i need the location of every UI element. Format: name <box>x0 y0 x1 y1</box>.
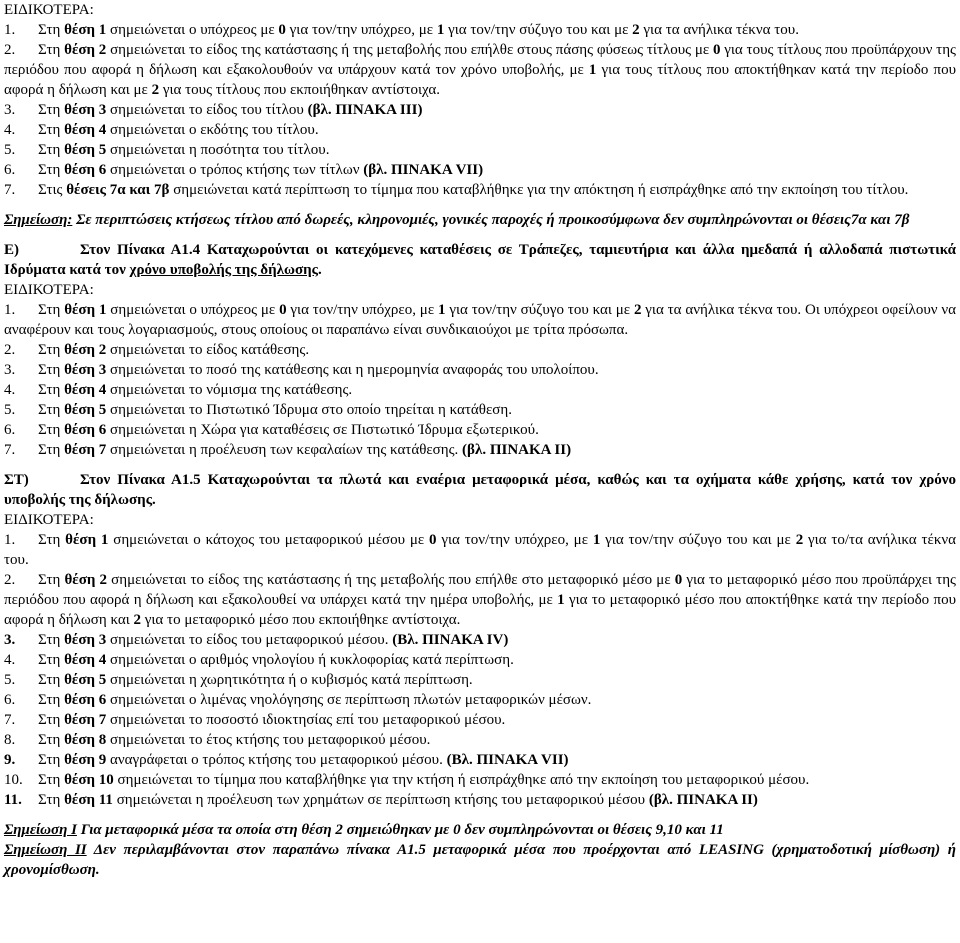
list-item <box>4 420 956 440</box>
list-item <box>4 690 956 710</box>
item-position: θέση 3 <box>64 102 107 118</box>
item-position: θέση 6 <box>64 692 107 708</box>
item-text: σημειώνεται το είδος της κατάστασης ή της μεταβολής που επήλθε στο μεταφορικό μέσο με <box>107 572 675 588</box>
list-item <box>4 140 956 160</box>
note-key: Σημείωση: <box>4 212 73 228</box>
item-position: θέση 3 <box>64 362 107 378</box>
item-text: σημειώνεται το είδος της κατάστασης ή της μεταβολής που επήλθε στους πάσης φύσεως τίτλους με <box>106 42 713 58</box>
item-text: σημειώνεται ο υπόχρεος με <box>106 22 279 38</box>
item-text: σημειώνεται το είδος του μεταφορικού μέσου. <box>106 632 393 648</box>
item-number: 6. <box>4 162 16 178</box>
item-text: σημειώνεται ο λιμένας νηολόγησης σε περίπτωση πλωτών μεταφορικών μέσων. <box>106 692 592 708</box>
item-emphasis: 1 <box>436 22 445 38</box>
block2-list <box>4 300 956 460</box>
item-number: 7. <box>4 712 16 728</box>
item-position: θέση 1 <box>65 532 109 548</box>
item-text: σημειώνεται το είδος κατάθεσης. <box>106 342 310 358</box>
item-number: 2. <box>4 342 16 358</box>
item-position: θέση 2 <box>64 42 107 58</box>
item-text: Στη <box>38 712 65 728</box>
section-e-text-underlined: χρόνο υποβολής της δήλωσης <box>129 262 318 278</box>
item-number: 10. <box>4 772 23 788</box>
item-position: θέση 2 <box>64 572 108 588</box>
item-text: για τους τίτλους που προϋπάρχουν της περιόδου που αφορά η δήλωση και εξακολουθούν να υπάρχουν κατά τον χρόνο υποβολής, με <box>4 42 956 78</box>
item-text: για τους τίτλους που αποκτήθηκαν κατά την περίοδο που αφορά η δήλωση και με <box>4 62 956 98</box>
block1-list <box>4 20 956 200</box>
item-number: 1. <box>4 302 16 318</box>
section-st-title <box>4 470 956 510</box>
list-item <box>4 300 956 340</box>
item-text: σημειώνεται το τίμημα που καταβλήθηκε για την κτήση ή εισπράχθηκε από την εκποίηση του μεταφορικού μέσου. <box>113 772 810 788</box>
list-item <box>4 570 956 630</box>
item-text: για τον/την σύζυγο του και με <box>445 302 634 318</box>
item-text: σημειώνεται η προέλευση των κεφαλαίων της κατάθεσης. <box>106 442 463 458</box>
item-text: σημειώνεται η προέλευση των χρημάτων σε περίπτωση κτήσης του μεταφορικού μέσου <box>112 792 649 808</box>
item-position: θέση 5 <box>64 142 107 158</box>
item-text: σημειώνεται το ποσοστό ιδιοκτησίας επί του μεταφορικού μέσου. <box>106 712 506 728</box>
item-position: θέση 8 <box>64 732 107 748</box>
item-text: Στη <box>38 792 65 808</box>
item-text: Στη <box>38 442 65 458</box>
item-position: θέση 1 <box>64 22 107 38</box>
item-text: σημειώνεται η ποσότητα του τίτλου. <box>106 142 330 158</box>
item-position: θέσεις 7α και 7β <box>66 182 170 198</box>
item-text: Στη <box>38 572 65 588</box>
item-text: σημειώνεται κατά περίπτωση το τίμημα που καταβλήθηκε για την απόκτηση ή εισπράχθηκε από την εκποίηση του τίτλου. <box>169 182 909 198</box>
item-position: θέση 2 <box>64 342 107 358</box>
item-text: Στη <box>38 382 65 398</box>
item-number: 1. <box>4 532 16 548</box>
list-item <box>4 120 956 140</box>
item-text: για τους τίτλους που εκποιήθηκαν αντίστοιχα. <box>159 82 440 98</box>
item-emphasis: 0 <box>674 572 683 588</box>
item-text: Στη <box>38 732 65 748</box>
item-text: για τον/την υπόχρεο, με <box>286 302 438 318</box>
block3-list <box>4 530 956 810</box>
item-text: Στη <box>38 142 65 158</box>
list-item <box>4 670 956 690</box>
item-position: θέση 1 <box>64 302 107 318</box>
item-text: σημειώνεται η Χώρα για καταθέσεις σε Πιστωτικό Ίδρυμα εξωτερικού. <box>106 422 539 438</box>
item-emphasis: 2 <box>633 302 642 318</box>
item-number: 11. <box>4 792 22 808</box>
list-item <box>4 160 956 180</box>
list-item <box>4 710 956 730</box>
item-text: Στη <box>38 362 65 378</box>
item-text: σημειώνεται ο υπόχρεος με <box>106 302 280 318</box>
item-emphasis: 2 <box>133 612 142 628</box>
list-item <box>4 40 956 100</box>
item-number: 8. <box>4 732 16 748</box>
list-item <box>4 440 956 460</box>
item-text: Στη <box>38 672 65 688</box>
item-text: για τα ανήλικα τέκνα του. Οι υπόχρεοι οφείλουν να αναφέρουν και τους λογαριασμούς, στους οποίους οι παραπάνω είναι συνδικαιούχοι με τρίτα πρόσωπα. <box>4 302 957 338</box>
item-text: Στη <box>38 772 65 788</box>
list-item <box>4 380 956 400</box>
list-item <box>4 650 956 670</box>
item-emphasis: 1 <box>557 592 565 608</box>
item-text: για τον/την σύζυγο του και με <box>444 22 633 38</box>
item-position: θέση 7 <box>64 712 107 728</box>
section-e-text: Στον Πίνακα Α1.4 Καταχωρούνται οι κατεχόμενες καταθέσεις σε Τράπεζες, ταμιευτήρια και άλλα ημεδαπά ή αλλοδαπά πιστωτικά Ιδρύματα κατά τον <box>4 242 956 278</box>
item-number: 7. <box>4 442 16 458</box>
list-item <box>4 730 956 750</box>
item-text: σημειώνεται το ποσό της κατάθεσης και η ημερομηνία αναφοράς του υπολοίπου. <box>106 362 599 378</box>
item-text: σημειώνεται ο εκδότης του τίτλου. <box>106 122 319 138</box>
item-emphasis: 1 <box>437 302 446 318</box>
item-emphasis: 0 <box>429 532 437 548</box>
item-text: σημειώνεται το έτος κτήσης του μεταφορικού μέσου. <box>106 732 431 748</box>
list-item <box>4 400 956 420</box>
item-position: θέση 4 <box>64 122 107 138</box>
list-item <box>4 180 956 200</box>
item-text: Στη <box>38 122 65 138</box>
item-text: σημειώνεται το νόμισμα της κατάθεσης. <box>106 382 353 398</box>
item-emphasis: 2 <box>151 82 160 98</box>
item-text: για το μεταφορικό μέσο που προϋπάρχει της περιόδου που αφορά η δήλωση και εξακολουθεί να υπάρχει κατά την ημέρα υποβολής, με <box>4 572 956 608</box>
list-item <box>4 100 956 120</box>
item-position: θέση 9 <box>64 752 107 768</box>
item-number: 9. <box>4 752 16 768</box>
section-header: ΕΙΔΙΚΟΤΕΡΑ: <box>4 282 94 298</box>
item-text: Στη <box>38 632 65 648</box>
item-number: 6. <box>4 422 16 438</box>
item-text: σημειώνεται ο κάτοχος του μεταφορικού μέσου με <box>108 532 430 548</box>
item-emphasis: (βλ. ΠΙΝΑΚΑ ΙΙ) <box>462 442 572 458</box>
note-2-key: Σημείωση ΙΙ <box>4 842 87 858</box>
section-header: ΕΙΔΙΚΟΤΕΡΑ: <box>4 2 94 18</box>
item-text: Στη <box>38 692 65 708</box>
item-position: θέση 6 <box>64 422 107 438</box>
item-number: 3. <box>4 632 16 648</box>
item-number: 5. <box>4 672 16 688</box>
item-text: σημειώνεται ο αριθμός νηολογίου ή κυκλοφορίας κατά περίπτωση. <box>106 652 514 668</box>
item-position: θέση 10 <box>64 772 114 788</box>
list-item <box>4 770 956 790</box>
item-emphasis: 1 <box>588 62 597 78</box>
item-text: σημειώνεται το είδος του τίτλου <box>106 102 308 118</box>
item-number: 3. <box>4 102 16 118</box>
section-e-title <box>4 240 956 280</box>
item-text: σημειώνεται η χωρητικότητα ή ο κυβισμός κατά περίπτωση. <box>106 672 473 688</box>
list-item <box>4 750 956 770</box>
item-number: 2. <box>4 42 16 58</box>
note-2-paragraph <box>4 840 956 880</box>
item-position: θέση 11 <box>64 792 113 808</box>
section-e-text-end: . <box>317 262 322 278</box>
item-position: θέση 6 <box>64 162 107 178</box>
item-number: 7. <box>4 182 16 198</box>
item-text: Στη <box>38 422 65 438</box>
item-text: Στη <box>38 22 65 38</box>
note-paragraph <box>4 210 956 230</box>
item-text: σημειώνεται το Πιστωτικό Ίδρυμα στο οποίο τηρείται η κατάθεση. <box>106 402 512 418</box>
item-number: 4. <box>4 122 16 138</box>
item-position: θέση 5 <box>64 672 107 688</box>
list-item <box>4 530 956 570</box>
list-item <box>4 360 956 380</box>
section-st-text: Στον Πίνακα Α1.5 Καταχωρούνται τα πλωτά και εναέρια μεταφορικά μέσα, καθώς και τα οχήματα κάθε χρήσης, κατά τον χρόνο υποβολής της δήλωσης. <box>4 472 956 508</box>
item-text: Στη <box>38 532 66 548</box>
item-position: θέση 4 <box>64 382 107 398</box>
section-e-label: Ε) <box>4 242 19 258</box>
item-text: για το/τα ανήλικα τέκνα του. <box>4 532 957 568</box>
item-position: θέση 5 <box>64 402 107 418</box>
section-header: ΕΙΔΙΚΟΤΕΡΑ: <box>4 512 94 528</box>
item-emphasis: (βλ. ΠΙΝΑΚΑ ΙΙΙ) <box>307 102 423 118</box>
item-text: Στη <box>38 102 65 118</box>
item-number: 1. <box>4 22 16 38</box>
item-text: αναγράφεται ο τρόπος κτήσης του μεταφορικού μέσου. <box>106 752 447 768</box>
item-emphasis: 0 <box>278 22 286 38</box>
item-position: θέση 4 <box>64 652 107 668</box>
item-text: Στη <box>38 402 65 418</box>
list-item <box>4 20 956 40</box>
item-text: Στη <box>38 302 65 318</box>
item-emphasis: 2 <box>795 532 804 548</box>
item-number: 3. <box>4 362 16 378</box>
item-text: σημειώνεται ο τρόπος κτήσης των τίτλων <box>106 162 364 178</box>
item-emphasis: 2 <box>632 22 640 38</box>
item-text: για τον/την σύζυγο του και με <box>600 532 796 548</box>
item-emphasis: (βλ. ΠΙΝΑΚΑ VII) <box>363 162 484 178</box>
item-text: για τον/την υπόχρεο, με <box>436 532 593 548</box>
list-item <box>4 340 956 360</box>
item-text: Στη <box>38 652 65 668</box>
item-position: θέση 7 <box>64 442 107 458</box>
item-number: 4. <box>4 652 16 668</box>
item-text: για τα ανήλικα τέκνα του. <box>639 22 799 38</box>
note-text: Σε περιπτώσεις κτήσεως τίτλου από δωρεές, κληρονομιές, γονικές παροχές ή προικοσύμφωνα δεν συμπληρώνονται οι θέσεις7α και 7β <box>72 212 910 228</box>
item-text: Στη <box>38 42 65 58</box>
item-emphasis: (βλ. ΠΙΝΑΚΑ ΙΙ) <box>648 792 758 808</box>
item-position: θέση 3 <box>64 632 107 648</box>
note-1-text: Για μεταφορικά μέσα τα οποία στη θέση 2 σημειώθηκαν με 0 δεν συμπληρώνονται οι θέσεις 9,10 και 11 <box>76 822 724 838</box>
item-text: Στη <box>38 342 65 358</box>
item-text: Στη <box>38 752 65 768</box>
note-1-key: Σημείωση Ι <box>4 822 77 838</box>
note-1-paragraph <box>4 820 956 840</box>
item-number: 4. <box>4 382 16 398</box>
item-text: για τον/την υπόχρεο, με <box>285 22 437 38</box>
section-st-label: ΣΤ) <box>4 472 29 488</box>
list-item <box>4 630 956 650</box>
item-text: για το μεταφορικό μέσο που αποκτήθηκε κατά την περίοδο που αφορά η δήλωση και <box>4 592 956 628</box>
item-text: Στη <box>38 162 65 178</box>
item-emphasis: (Βλ. ΠΙΝΑΚΑ VII) <box>446 752 569 768</box>
item-number: 2. <box>4 572 16 588</box>
item-emphasis: 0 <box>713 42 721 58</box>
item-number: 5. <box>4 402 16 418</box>
item-emphasis: 1 <box>592 532 601 548</box>
item-text: Στις <box>38 182 67 198</box>
list-item <box>4 790 956 810</box>
item-emphasis: 0 <box>279 302 287 318</box>
item-emphasis: (Βλ. ΠΙΝΑΚΑ IV) <box>392 632 509 648</box>
item-number: 5. <box>4 142 16 158</box>
item-number: 6. <box>4 692 16 708</box>
item-text: για το μεταφορικό μέσο που εκποιήθηκε αντίστοιχα. <box>141 612 461 628</box>
note-2-text: Δεν περιλαμβάνονται στον παραπάνω πίνακα Α1.5 μεταφορικά μέσα που προέρχονται από LEASING (χρηματοδοτική μίσθωση) ή χρονομίσθωση. <box>4 842 957 878</box>
